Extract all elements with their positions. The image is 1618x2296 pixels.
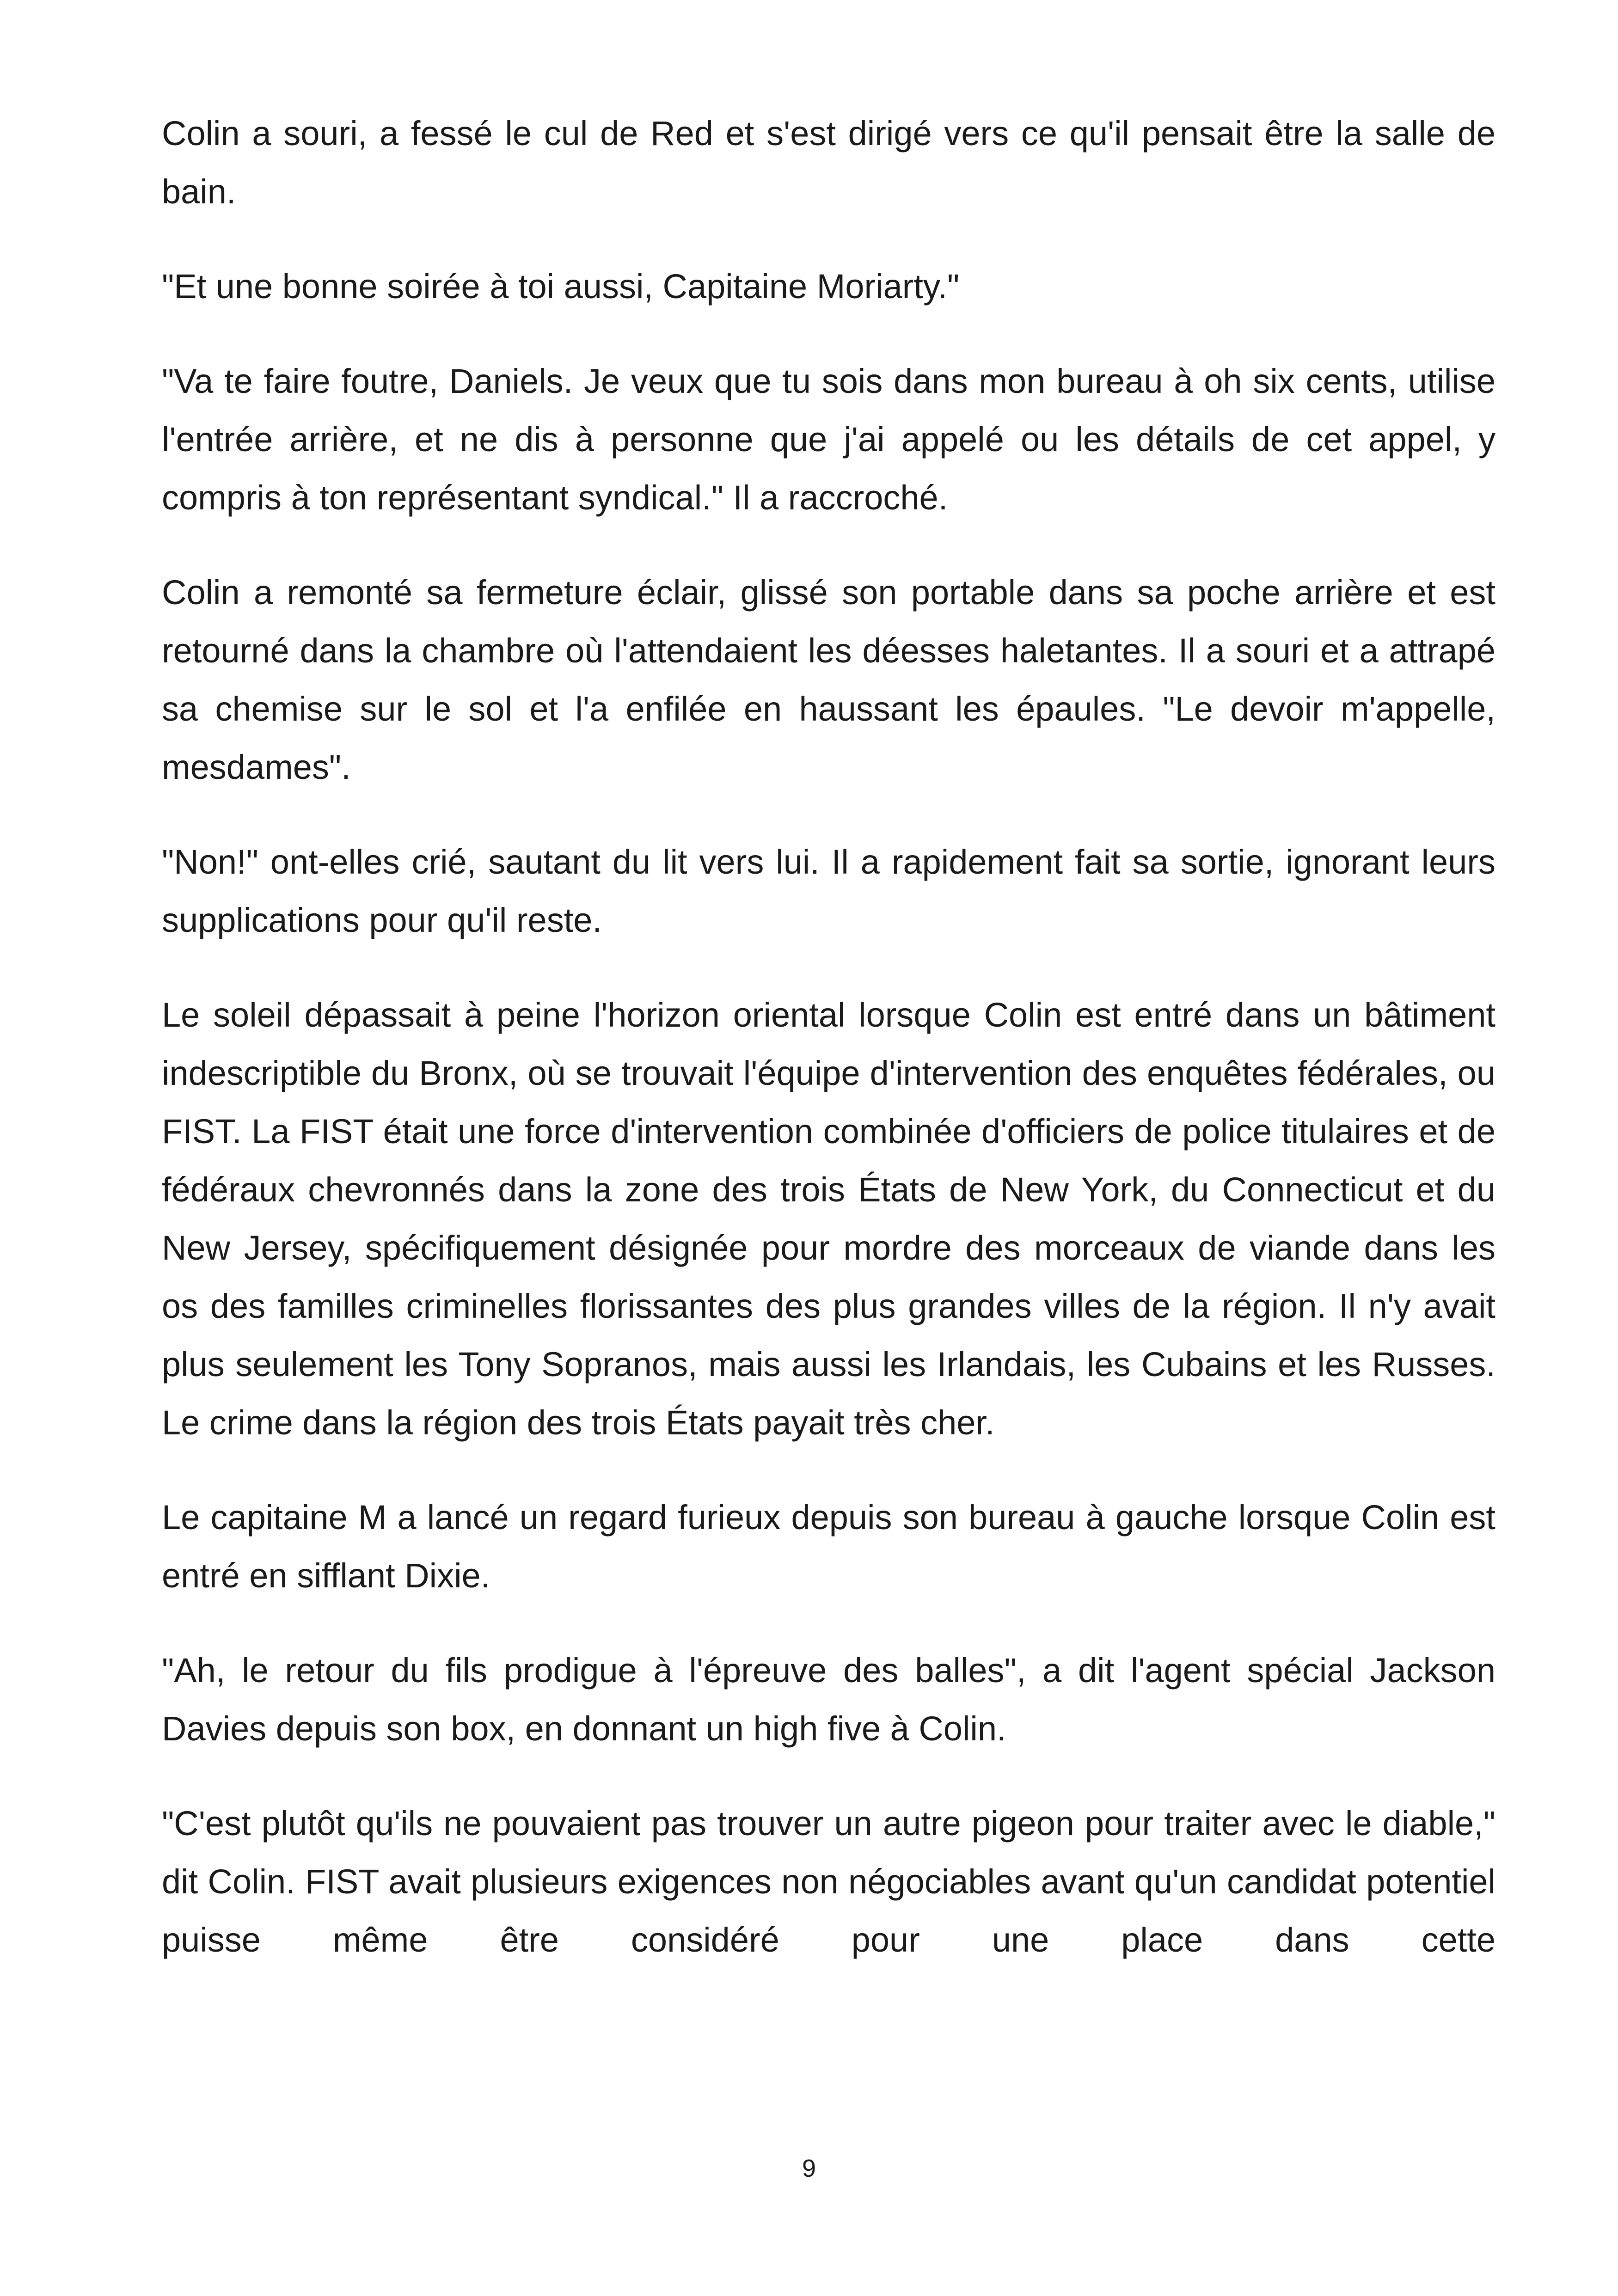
paragraph: Le soleil dépassait à peine l'horizon oriental lorsque Colin est entré dans un bâtiment indescriptible du Bronx, où se trouvait l'équipe d'intervention des enquêtes fédérales, ou FIST. La FIST était une force d'intervention combinée d'officiers de police titulaires et de fédéraux chevronnés dans la zone des trois États de New York, du Connecticut et du New Jersey, spécifiquement désignée pour mordre des morceaux de viande dans les os des familles criminelles florissantes des plus grandes villes de la région. Il n'y avait plus seulement les Tony Sopranos, mais aussi les Irlandais, les Cubains et les Russes. Le crime dans la région des trois États payait très cher. — [162, 996, 1495, 1442]
paragraph: Colin a remonté sa fermeture éclair, glissé son portable dans sa poche arrière et est retourné dans la chambre où l'attendaient les déesses haletantes. Il a souri et a attrapé sa chemise sur le sol et l'a enfilée en haussant les épaules. "Le devoir m'appelle, mesdames". — [162, 573, 1495, 786]
paragraph: Colin a souri, a fessé le cul de Red et s'est dirigé vers ce qu'il pensait être la salle de bain. — [162, 114, 1495, 211]
paragraph: "Non!" ont-elles crié, sautant du lit vers lui. Il a rapidement fait sa sortie, ignorant leurs supplications pour qu'il reste. — [162, 843, 1495, 939]
paragraph: "C'est plutôt qu'ils ne pouvaient pas trouver un autre pigeon pour traiter avec le diable," dit Colin. FIST avait plusieurs exigences non négociables avant qu'un candidat potentiel puisse même être considéré pour une place dans cette — [162, 1804, 1495, 1959]
paragraph: Le capitaine M a lancé un regard furieux depuis son bureau à gauche lorsque Colin est entré en sifflant Dixie. — [162, 1498, 1495, 1595]
paragraph: "Et une bonne soirée à toi aussi, Capitaine Moriarty." — [162, 267, 960, 306]
paragraph: "Ah, le retour du fils prodigue à l'épreuve des balles", a dit l'agent spécial Jackson Davies depuis son box, en donnant un high five à Colin. — [162, 1651, 1495, 1748]
page-number: 9 — [802, 2155, 816, 2182]
paragraph: "Va te faire foutre, Daniels. Je veux que tu sois dans mon bureau à oh six cents, utilise l'entrée arrière, et ne dis à personne que j'ai appelé ou les détails de cet appel, y compris à ton représentant syndical." Il a raccroché. — [162, 362, 1495, 517]
body-text — [162, 104, 1495, 2006]
